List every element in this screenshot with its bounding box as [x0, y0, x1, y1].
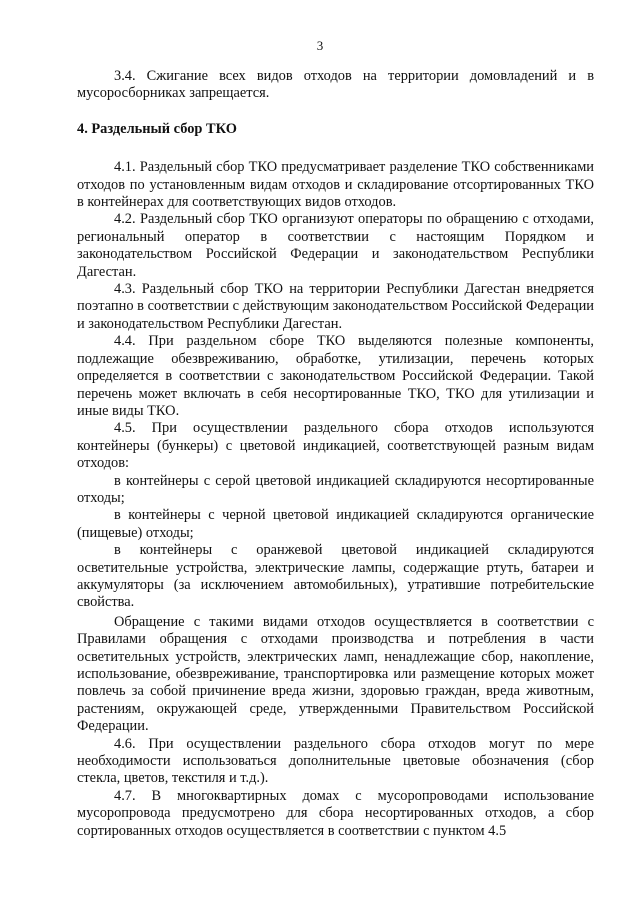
- paragraph-4-4: 4.4. При раздельном сборе ТКО выделяются полезные компоненты, подлежащие обезвреживанию, обработке, утилизации, перечень которых определяется в соответствии с законодательством Российской Федерации. Такой перечень может включать в себя несортированные ТКО, ТКО для утилизации и иные виды ТКО.: [77, 333, 594, 419]
- list-item-orange-containers: в контейнеры с оранжевой цветовой индикацией складируются осветительные устройства, электрические лампы, содержащие ртуть, батареи и аккумуляторы (за исключением автомобильных), утратившие потребительские свойства.: [77, 542, 594, 611]
- document-body: [77, 68, 594, 840]
- paragraph-4-5: 4.5. При осуществлении раздельного сбора отходов используются контейнеры (бункеры) с цветовой индикацией, соответствующей разным видам отходов:: [77, 420, 594, 472]
- paragraph-waste-handling: Обращение с такими видами отходов осуществляется в соответствии с Правилами обращения с отходами производства и потребления в части осветительных устройств, электрических ламп, ненадлежащие сбор, накопление, использование, обезвреживание, транспортировка или размещение которых может повлечь за собой причинение вреда жизни, здоровью граждан, вреда животным, растениям, окружающей среде, утвержденными Правительством Российской Федерации.: [77, 613, 594, 735]
- paragraph-4-7: 4.7. В многоквартирных домах с мусоропроводами использование мусоропровода предусмотрено для сбора несортированных отходов, а сбор сортированных отходов осуществляется в соответствии с пунктом 4.5: [77, 787, 594, 839]
- list-item-grey-containers: в контейнеры с серой цветовой индикацией складируются несортированные отходы;: [77, 472, 594, 506]
- list-item-black-containers: в контейнеры с черной цветовой индикацией складируются органические (пищевые) отходы;: [77, 507, 594, 541]
- paragraph-4-6: 4.6. При осуществлении раздельного сбора отходов могут по мере необходимости использоваться дополнительные цветовые обозначения (сбор стекла, цветов, текстиля и т.д.).: [77, 735, 594, 787]
- paragraph-4-2: 4.2. Раздельный сбор ТКО организуют операторы по обращению с отходами, региональный оператор в соответствии с настоящим Порядком и законодательством Российской Федерации и законодательством Республики Дагестан.: [77, 211, 594, 280]
- paragraph-4-1: 4.1. Раздельный сбор ТКО предусматривает разделение ТКО собственниками отходов по установленным видам отходов и складирование отсортированных ТКО в контейнерах для соответствующих видов отходов.: [77, 159, 594, 211]
- paragraph-4-3: 4.3. Раздельный сбор ТКО на территории Республики Дагестан внедряется поэтапно в соответствии с действующим законодательством Российской Федерации и законодательством Республики Дагестан.: [77, 281, 594, 332]
- paragraph-3-4: 3.4. Сжигание всех видов отходов на территории домовладений и в мусоросборниках запрещается.: [77, 68, 594, 102]
- page-number: 3: [316, 38, 324, 53]
- section-heading: 4. Раздельный сбор ТКО: [77, 120, 237, 137]
